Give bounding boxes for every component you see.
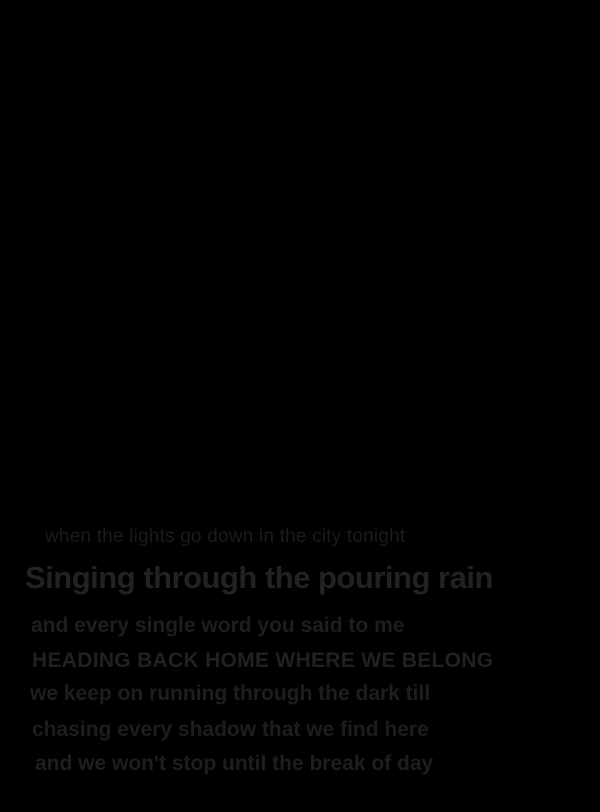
dim-text-line-3: and every single word you said to me — [31, 614, 405, 637]
dim-text-heading: Singing through the pouring rain — [25, 560, 493, 595]
dim-text-line-7: and we won't stop until the break of day — [35, 752, 434, 775]
dim-text-line-5: we keep on running through the dark till — [30, 682, 431, 705]
dim-text-line-4: HEADING BACK HOME WHERE WE BELONG — [32, 649, 494, 672]
dim-text-line-6: chasing every shadow that we find here — [32, 718, 429, 741]
dim-text-line-1: when the lights go down in the city tonight — [45, 526, 406, 547]
